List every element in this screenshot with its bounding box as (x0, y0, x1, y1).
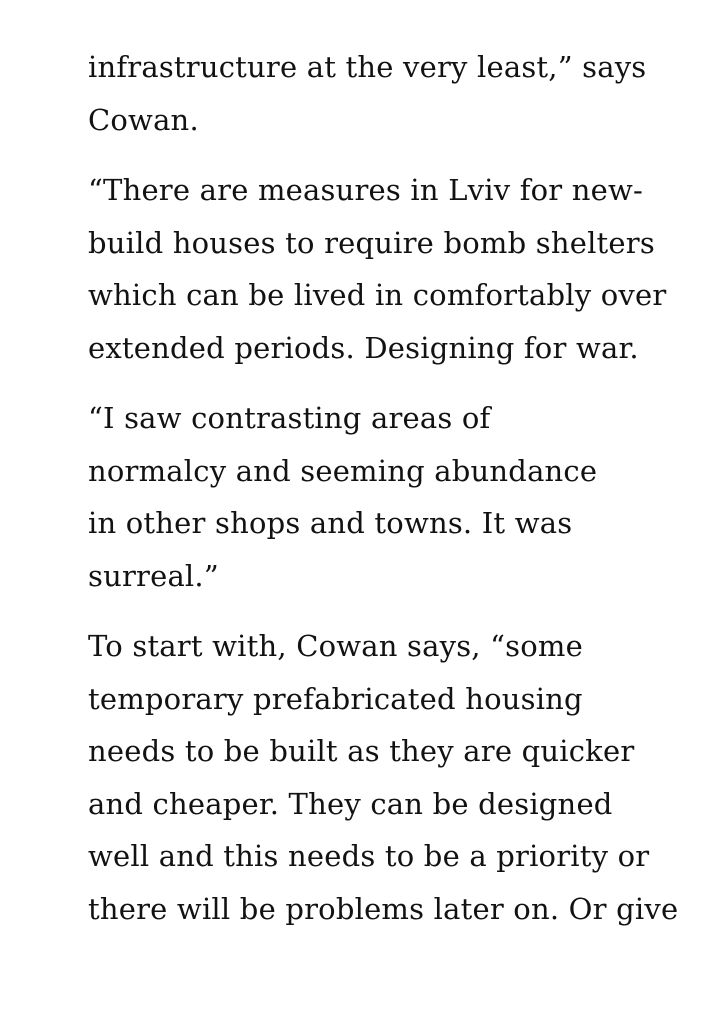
text-line: well and this needs to be a priority or (88, 839, 650, 873)
text-line: and cheaper. They can be designed (88, 786, 613, 821)
text-line: which can be lived in comfortably over (88, 278, 667, 312)
text-line: needs to be built as they are quicker (88, 734, 635, 768)
text-line: build houses to require bomb shelters (88, 225, 655, 260)
text-line: To start with, Cowan says, “some (88, 629, 583, 663)
text-line: infrastructure at the very least,” says (88, 50, 647, 84)
text-line: normalcy and seeming abundance (88, 453, 598, 488)
text-line: extended periods. Designing for war. (88, 330, 639, 365)
text-line: in other shops and towns. It was (88, 506, 573, 540)
text-line: surreal.” (88, 558, 219, 593)
text-line: temporary prefabricated housing (88, 681, 583, 716)
text-line: Cowan. (88, 102, 199, 137)
paragraph (88, 164, 704, 374)
paragraph (88, 620, 704, 935)
text-line: there will be problems later on. Or give (88, 891, 679, 926)
paragraph (88, 392, 704, 602)
text-line: “I saw contrasting areas of (88, 401, 491, 435)
paragraph (88, 41, 704, 146)
text-line: “There are measures in Lviv for new- (88, 173, 644, 207)
